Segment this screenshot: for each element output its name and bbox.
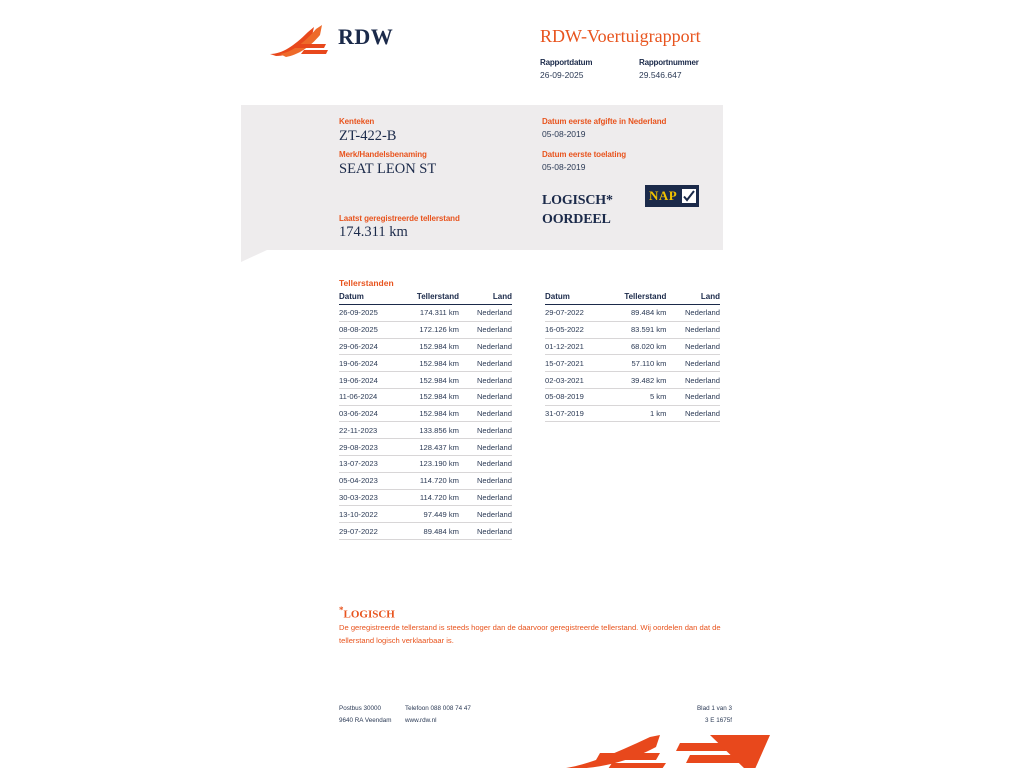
cell-date: 19-06-2024: [339, 372, 401, 389]
table-row: [545, 388, 720, 405]
cell-odometer: 152.984 km: [401, 338, 463, 355]
verdict-line-1: LOGISCH*: [542, 193, 613, 208]
nap-badge: [645, 185, 699, 207]
cell-country: Nederland: [463, 489, 512, 506]
table-header-row: [339, 292, 512, 305]
cell-country: Nederland: [463, 456, 512, 473]
cell-date: 19-06-2024: [339, 355, 401, 372]
footnote-star: *: [339, 605, 344, 615]
cell-country: Nederland: [463, 439, 512, 456]
cell-date: 05-08-2019: [545, 388, 608, 405]
table-row: [339, 355, 512, 372]
first-registration-nl-label: Datum eerste afgifte in Nederland: [542, 117, 667, 126]
cell-date: 13-10-2022: [339, 506, 401, 523]
footer-address-line1: Postbus 30000: [339, 705, 382, 712]
cell-odometer: 89.484 km: [608, 305, 671, 322]
col-land: Land: [670, 292, 720, 305]
report-title: RDW-Voertuigrapport: [540, 26, 701, 46]
col-date: Datum: [339, 292, 401, 305]
cell-odometer: 114.720 km: [401, 472, 463, 489]
table-row: [545, 305, 720, 322]
first-registration-nl-value: 05-08-2019: [542, 129, 586, 139]
cell-date: 29-06-2024: [339, 338, 401, 355]
cell-country: Nederland: [463, 405, 512, 422]
cell-date: 15-07-2021: [545, 355, 608, 372]
nap-badge-label: NAP: [649, 188, 678, 203]
footnote-title-text: LOGISCH: [343, 608, 395, 621]
cell-country: Nederland: [463, 506, 512, 523]
cell-date: 29-07-2022: [339, 523, 401, 540]
cell-country: Nederland: [463, 422, 512, 439]
footer-address: [339, 703, 392, 727]
table-row: [339, 439, 512, 456]
col-meter: Tellerstand: [401, 292, 463, 305]
last-odometer-label: Laatst geregistreerde tellerstand: [339, 214, 460, 223]
footer-form-code: 3 E 1675f: [705, 716, 732, 724]
col-date: Datum: [545, 292, 608, 305]
cell-country: Nederland: [463, 321, 512, 338]
footnote-title: [339, 605, 395, 621]
footer-page-info: [694, 703, 732, 727]
table-row: [339, 372, 512, 389]
report-date-block: [540, 58, 615, 80]
cell-odometer: 152.984 km: [401, 405, 463, 422]
footer-address-line2: 9640 RA Veendam: [339, 716, 392, 724]
cell-date: 29-07-2022: [545, 305, 608, 322]
cell-odometer: 128.437 km: [401, 439, 463, 456]
cell-date: 30-03-2023: [339, 489, 401, 506]
cell-country: Nederland: [463, 372, 512, 389]
cell-date: 29-08-2023: [339, 439, 401, 456]
merk-label: Merk/Handelsbenaming: [339, 150, 427, 159]
cell-date: 01-12-2021: [545, 338, 608, 355]
odometer-table-title: Tellerstanden: [339, 278, 394, 288]
odometer-right-body: [545, 305, 720, 422]
cell-odometer: 5 km: [608, 388, 671, 405]
col-land: Land: [463, 292, 512, 305]
report-meta: [540, 58, 714, 80]
odometer-left-body: [339, 305, 512, 540]
verdict-block: [542, 192, 613, 230]
cell-country: Nederland: [670, 321, 720, 338]
cell-date: 16-05-2022: [545, 321, 608, 338]
cell-odometer: 57.110 km: [608, 355, 671, 372]
cell-odometer: 68.020 km: [608, 338, 671, 355]
cell-odometer: 133.856 km: [401, 422, 463, 439]
report-date-label: Rapportdatum: [540, 58, 593, 67]
cell-country: Nederland: [670, 405, 720, 422]
report-number-label: Rapportnummer: [639, 58, 699, 67]
table-row: [545, 405, 720, 422]
rdw-arrow-logo-icon: [268, 24, 334, 58]
cell-country: Nederland: [670, 372, 720, 389]
table-row: [339, 405, 512, 422]
odometer-table-left: [339, 292, 512, 540]
merk-value: SEAT LEON ST: [339, 161, 437, 177]
cell-country: Nederland: [670, 355, 720, 372]
cell-odometer: 174.311 km: [401, 305, 463, 322]
cell-odometer: 172.126 km: [401, 321, 463, 338]
footnote-body: De geregistreerde tellerstand is steeds hoger dan de daarvoor geregistreerde tellerstand. Wij oordelen dan dat de tellerstand logisch verklaarbaar is.: [339, 623, 721, 645]
rdw-bottom-artwork-icon: [540, 735, 790, 768]
col-meter: Tellerstand: [608, 292, 671, 305]
cell-odometer: 89.484 km: [401, 523, 463, 540]
table-row: [339, 489, 512, 506]
odometer-table-right: [545, 292, 720, 422]
table-row: [339, 472, 512, 489]
table-row: [339, 456, 512, 473]
vehicle-summary-panel: [241, 105, 723, 250]
cell-country: Nederland: [463, 338, 512, 355]
footer-website: www.rdw.nl: [405, 716, 437, 724]
footer-contact: [405, 703, 471, 727]
cell-odometer: 152.984 km: [401, 372, 463, 389]
kenteken-label: Kenteken: [339, 117, 375, 126]
first-admission-label: Datum eerste toelating: [542, 150, 627, 159]
verdict-line-2: OORDEEL: [542, 211, 611, 227]
cell-date: 22-11-2023: [339, 422, 401, 439]
table-row: [339, 422, 512, 439]
cell-odometer: 152.984 km: [401, 355, 463, 372]
table-row: [339, 388, 512, 405]
cell-date: 02-03-2021: [545, 372, 608, 389]
cell-date: 26-09-2025: [339, 305, 401, 322]
table-row: [545, 321, 720, 338]
report-date-value: 26-09-2025: [540, 70, 584, 80]
report-number-block: [639, 58, 714, 80]
cell-odometer: 97.449 km: [401, 506, 463, 523]
cell-country: Nederland: [463, 523, 512, 540]
footer-page-number: Blad 1 van 3: [696, 705, 732, 712]
table-header-row: [545, 292, 720, 305]
cell-date: 05-04-2023: [339, 472, 401, 489]
last-odometer-value: 174.311 km: [339, 224, 408, 240]
cell-odometer: 83.591 km: [608, 321, 671, 338]
brand-title: RDW: [338, 24, 394, 49]
cell-odometer: 114.720 km: [401, 489, 463, 506]
report-number-value: 29.546.647: [639, 70, 682, 80]
table-row: [339, 338, 512, 355]
cell-date: 31-07-2019: [545, 405, 608, 422]
table-row: [545, 355, 720, 372]
cell-date: 13-07-2023: [339, 456, 401, 473]
cell-date: 03-06-2024: [339, 405, 401, 422]
cell-country: Nederland: [670, 388, 720, 405]
cell-odometer: 123.190 km: [401, 456, 463, 473]
panel-notch-decoration: [241, 250, 267, 262]
first-admission-value: 05-08-2019: [542, 162, 586, 172]
cell-country: Nederland: [463, 472, 512, 489]
cell-country: Nederland: [670, 305, 720, 322]
cell-odometer: 39.482 km: [608, 372, 671, 389]
table-row: [339, 305, 512, 322]
cell-odometer: 1 km: [608, 405, 671, 422]
cell-country: Nederland: [463, 355, 512, 372]
cell-country: Nederland: [463, 388, 512, 405]
cell-country: Nederland: [463, 305, 512, 322]
table-row: [339, 523, 512, 540]
table-row: [545, 372, 720, 389]
cell-date: 08-08-2025: [339, 321, 401, 338]
cell-date: 11-06-2024: [339, 388, 401, 405]
table-row: [339, 506, 512, 523]
table-row: [545, 338, 720, 355]
cell-country: Nederland: [670, 338, 720, 355]
check-icon: [681, 188, 697, 204]
cell-odometer: 152.984 km: [401, 388, 463, 405]
kenteken-value: ZT-422-B: [339, 128, 397, 144]
table-row: [339, 321, 512, 338]
footer-phone: Telefoon 088 008 74 47: [405, 705, 471, 712]
